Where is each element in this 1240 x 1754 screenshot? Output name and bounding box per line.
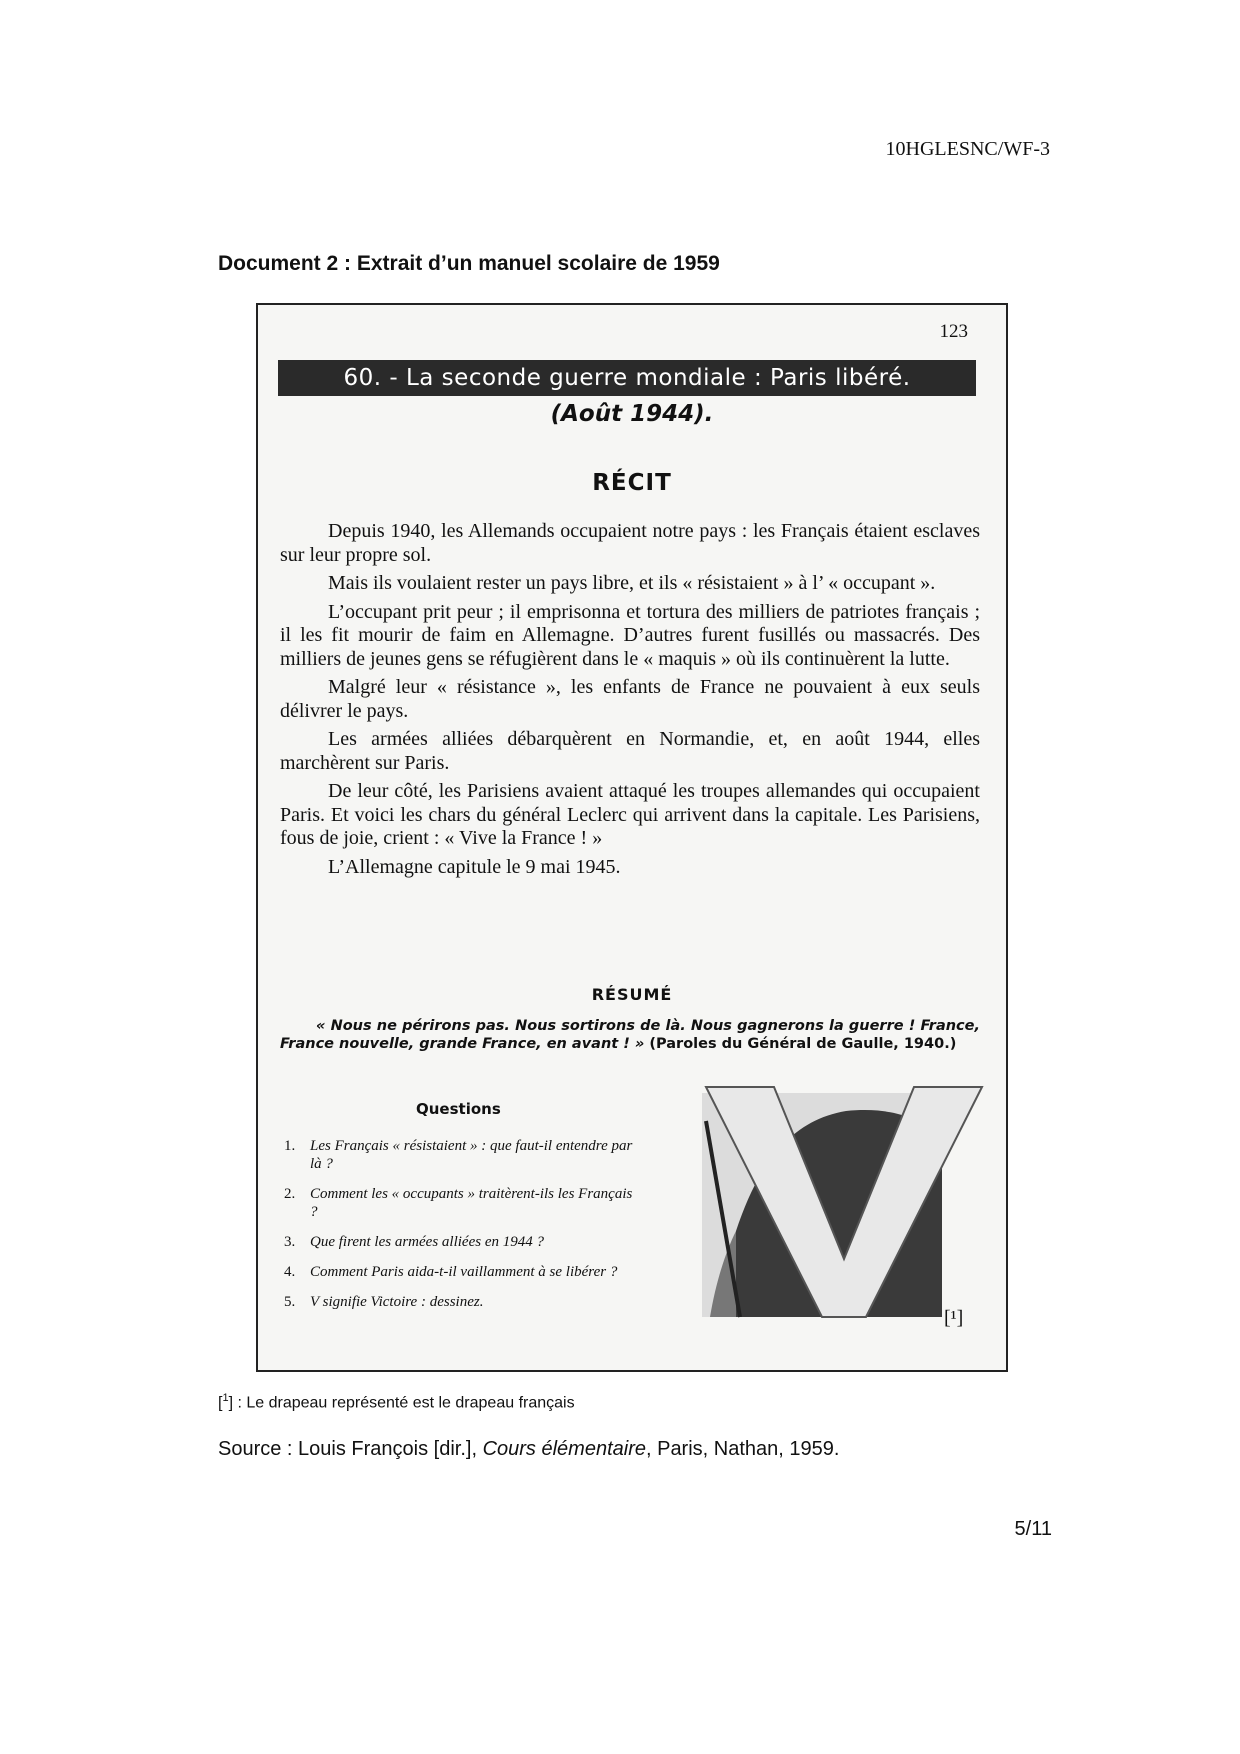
page-counter: 5/11: [1014, 1518, 1052, 1540]
footnote: [218, 1392, 575, 1412]
footnote-mark-open: [: [218, 1394, 223, 1412]
question-text: Que firent les armées alliées en 1944 ?: [310, 1234, 544, 1250]
lesson-title-banner: [278, 360, 976, 396]
textbook-scan: [256, 303, 1008, 1372]
question-text: V signifie Victoire : dessinez.: [310, 1294, 484, 1310]
document-reference: 10HGLESNC/WF-3: [885, 138, 1050, 160]
question-number: 5.: [284, 1294, 296, 1310]
questions-list: [284, 1137, 640, 1323]
questions-heading: Questions: [416, 1100, 501, 1118]
resume-attribution: (Paroles du Général de Gaulle, 1940.): [644, 1036, 957, 1052]
footnote-mark-number: 1: [222, 1392, 229, 1404]
recit-paragraph: L’Allemagne capitule le 9 mai 1945.: [328, 855, 621, 878]
resume-heading: RÉSUMÉ: [591, 985, 673, 1004]
textbook-page-number: 123: [939, 321, 968, 342]
question-item: [284, 1293, 640, 1311]
resume-quote: « Nous ne périrons pas. Nous sortirons de là. Nous gagnerons la guerre ! France, France nouvelle, grande France, en avant ! »: [280, 1018, 980, 1052]
question-item: [284, 1185, 640, 1221]
question-number: 3.: [284, 1234, 296, 1250]
recit-paragraph: De leur côté, les Parisiens avaient attaqué les troupes allemandes qui occupaient Paris. Et voici les chars du général Leclerc qui arrivent dans la capitale. Les Parisiens, fous de joie, crient : « Vive la France ! »: [280, 780, 980, 849]
source-work: Cours élémentaire: [482, 1438, 646, 1460]
recit-heading: RÉCIT: [592, 470, 672, 496]
recit-paragraph: Mais ils voulaient rester un pays libre, et ils « résistaient » à l’ « occupant ».: [328, 572, 936, 594]
recit-paragraph: L’occupant prit peur ; il emprisonna et tortura des milliers de patriotes français ; il les fit mourir de faim en Allemagne. D’autres furent fusillés ou massacrés. Des milliers de jeunes gens se réfugièrent dans le « maquis » où ils continuèrent la lutte.: [280, 600, 980, 670]
footnote-mark-close: ]: [228, 1394, 234, 1412]
question-text: Comment Paris aida-t-il vaillamment à se libérer ?: [310, 1264, 618, 1280]
question-text: Comment les « occupants » traitèrent-ils les Français ?: [310, 1186, 633, 1220]
question-number: 4.: [284, 1264, 296, 1280]
recit-text: [280, 520, 980, 884]
question-text: Les Français « résistaient » : que faut-il entendre par là ?: [310, 1138, 633, 1172]
question-item: [284, 1233, 640, 1251]
recit-paragraph: Depuis 1940, les Allemands occupaient notre pays : les Français étaient esclaves sur leur propre sol.: [280, 520, 980, 566]
question-number: 1.: [284, 1138, 296, 1154]
resume-text: [280, 1017, 980, 1053]
footnote-text: : Le drapeau représenté est le drapeau français: [233, 1394, 575, 1412]
lesson-date: (Août 1944).: [550, 401, 714, 427]
document-title: Document 2 : Extrait d’un manuel scolaire de 1959: [218, 252, 720, 275]
lesson-title: 60. - La seconde guerre mondiale : Paris libéré.: [343, 365, 911, 391]
victory-v-flag-illustration: [696, 1081, 986, 1321]
question-item: [284, 1263, 640, 1281]
source-prefix: Source : Louis François [dir.],: [218, 1438, 483, 1460]
question-number: 2.: [284, 1186, 296, 1202]
source-suffix: , Paris, Nathan, 1959.: [645, 1438, 840, 1460]
source-citation: [218, 1438, 839, 1461]
recit-paragraph: Les armées alliées débarquèrent en Normandie, et, en août 1944, elles marchèrent sur Paris.: [280, 728, 980, 774]
question-item: [284, 1137, 640, 1173]
image-footnote-mark: [¹]: [944, 1307, 964, 1329]
recit-paragraph: Malgré leur « résistance », les enfants de France ne pouvaient à eux seuls délivrer le pays.: [280, 676, 980, 722]
